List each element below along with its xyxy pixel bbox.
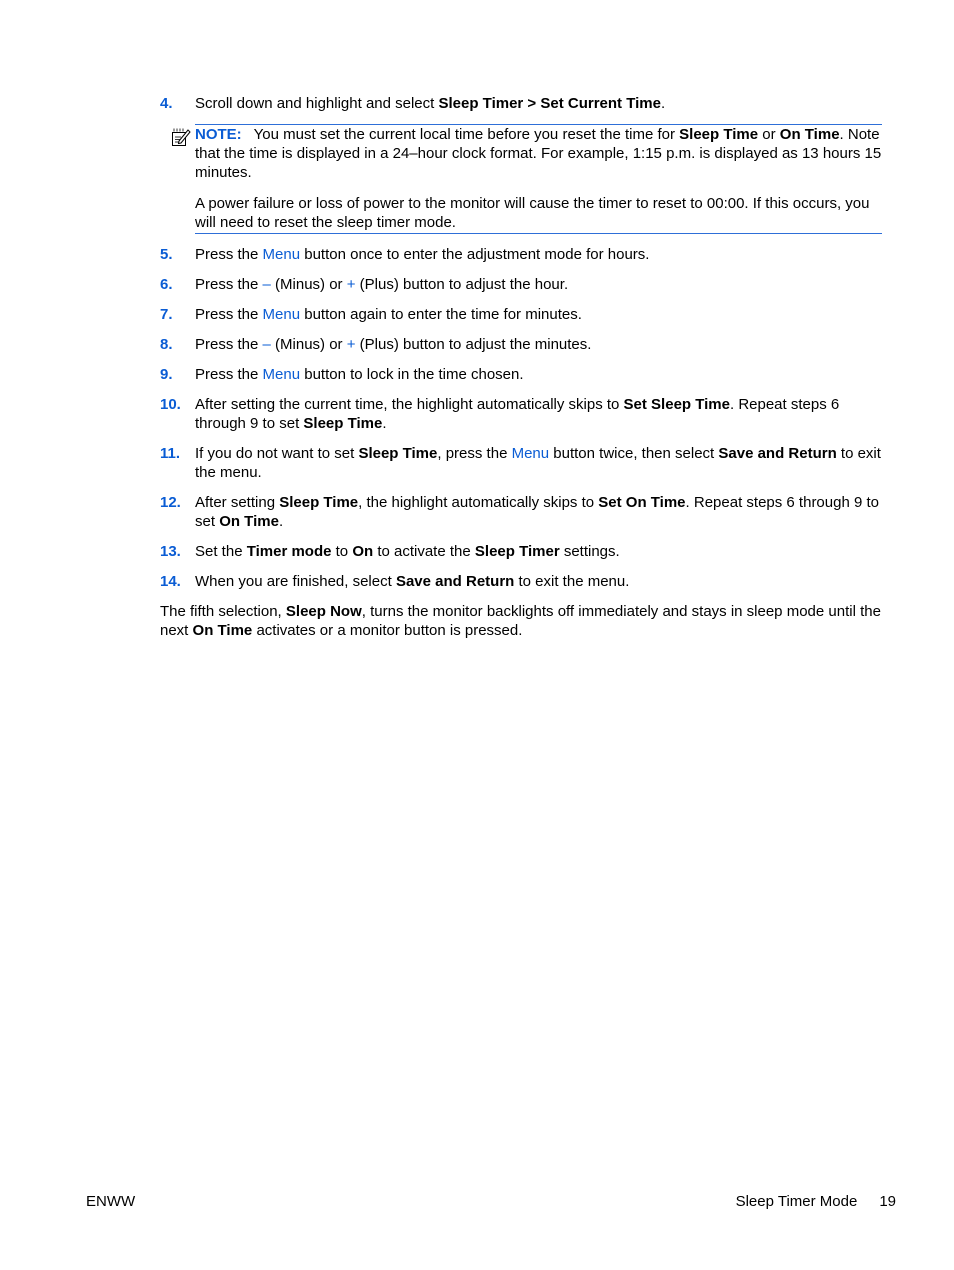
step-item <box>160 94 882 113</box>
bold-term: On <box>352 543 374 560</box>
text-run: , press the <box>437 445 512 462</box>
text-run: (Plus) button to adjust the hour. <box>355 276 569 293</box>
text-run: to <box>331 543 353 560</box>
text-run: . <box>382 415 387 432</box>
footer-section-title: Sleep Timer Mode <box>735 1193 858 1210</box>
step-item <box>160 305 882 324</box>
button-name: + <box>346 336 356 353</box>
step-number: 12. <box>160 494 181 511</box>
footer-right <box>736 1192 896 1211</box>
text-run: A power failure or loss of power to the monitor will cause the timer to reset to 00:00. If this occurs, you will need to reset the sleep timer mode. <box>195 195 870 231</box>
bold-term: Save and Return <box>718 445 837 462</box>
bold-term: On Time <box>219 513 279 530</box>
text-run: Press the <box>195 246 263 263</box>
button-name: Menu <box>262 306 301 323</box>
bold-term: Sleep Time <box>679 126 759 143</box>
step-number: 14. <box>160 573 181 590</box>
text-run: (Plus) button to adjust the minutes. <box>355 336 592 353</box>
bold-term: Sleep Time <box>279 494 359 511</box>
step-text <box>195 445 881 481</box>
step-item <box>160 245 882 264</box>
step-item <box>160 365 882 384</box>
step-item <box>160 335 882 354</box>
text-run: Press the <box>195 306 263 323</box>
text-run: . Repeat steps 6 through 9 to set <box>195 494 879 530</box>
note-pencil-icon <box>171 127 191 147</box>
button-name: Menu <box>511 445 550 462</box>
step-item <box>160 493 882 531</box>
text-run: to activate the <box>373 543 475 560</box>
bold-term: Sleep Time <box>358 445 438 462</box>
text-run: button to lock in the time chosen. <box>300 366 524 383</box>
bold-term: Sleep Now <box>285 603 362 620</box>
button-name: Menu <box>262 246 301 263</box>
note-box <box>195 124 882 234</box>
text-run: (Minus) or <box>270 336 347 353</box>
step-number: 13. <box>160 543 181 560</box>
text-run: After setting the current time, the highlight automatically skips to <box>195 396 624 413</box>
text-run: to exit the menu. <box>514 573 630 590</box>
note-label: NOTE: <box>195 126 242 143</box>
footer-left-label: ENWW <box>86 1193 136 1210</box>
steps-before-note <box>160 94 882 113</box>
step-number: 5. <box>160 246 173 263</box>
button-name: + <box>346 276 356 293</box>
step-number: 11. <box>160 445 181 462</box>
step-item <box>160 542 882 561</box>
step-item <box>160 395 882 433</box>
text-run: . <box>660 95 666 112</box>
step-text <box>195 336 591 353</box>
step-number: 6. <box>160 276 173 293</box>
step-item <box>160 572 882 591</box>
note-paragraph <box>195 194 882 232</box>
text-run: If you do not want to set <box>195 445 359 462</box>
text-run: . Note that the time is displayed in a 24–hour clock format. For example, 1:15 p.m. is displayed as 13 hours 15 minutes. <box>195 126 882 181</box>
text-run: . <box>278 513 284 530</box>
note-paragraph <box>195 125 882 182</box>
step-text <box>195 396 839 432</box>
step-text <box>195 494 879 530</box>
step-text <box>195 276 568 293</box>
text-run: Set the <box>195 543 247 560</box>
text-run: Scroll down and highlight and select <box>195 95 439 112</box>
bold-term: Sleep Timer > Set Current Time <box>438 95 661 112</box>
step-text <box>195 246 649 263</box>
bold-term: Sleep Timer <box>474 543 560 560</box>
bold-term: Set Sleep Time <box>623 396 730 413</box>
steps-list <box>160 245 882 591</box>
step-text <box>195 543 620 560</box>
text-run: (Minus) or <box>270 276 347 293</box>
text-run: Press the <box>195 366 263 383</box>
text-run: , the highlight automatically skips to <box>358 494 599 511</box>
text-run: When you are finished, select <box>195 573 396 590</box>
page-content <box>160 94 882 640</box>
step-number: 9. <box>160 366 173 383</box>
text-run: settings. <box>559 543 620 560</box>
text-run: After setting <box>195 494 280 511</box>
step-item <box>160 275 882 294</box>
button-name: Menu <box>262 366 301 383</box>
step-text <box>195 366 524 383</box>
text-run: button twice, then select <box>549 445 719 462</box>
step-number: 7. <box>160 306 173 323</box>
text-run: to exit the menu. <box>195 445 881 481</box>
button-name: – <box>262 336 271 353</box>
bold-term: On Time <box>779 126 840 143</box>
step-number: 8. <box>160 336 173 353</box>
bold-term: Save and Return <box>395 573 515 590</box>
text-run: . Repeat steps 6 through 9 to set <box>195 396 840 432</box>
button-name: – <box>262 276 271 293</box>
text-run: The fifth selection, <box>160 603 286 620</box>
text-run: , turns the monitor backlights off immediately and stays in sleep mode until the next <box>160 603 881 639</box>
text-run: Press the <box>195 336 263 353</box>
step-number: 4. <box>160 95 173 112</box>
text-run: button again to enter the time for minutes. <box>300 306 582 323</box>
step-number: 10. <box>160 396 181 413</box>
closing-paragraph <box>160 602 882 640</box>
bold-term: Sleep Time <box>303 415 383 432</box>
bold-term: On Time <box>192 622 253 639</box>
text-run: button once to enter the adjustment mode for hours. <box>300 246 650 263</box>
step-item <box>160 444 882 482</box>
text-run: You must set the current local time before you reset the time for <box>253 126 680 143</box>
bold-term: Set On Time <box>598 494 686 511</box>
step-text <box>195 306 582 323</box>
page-number: 19 <box>879 1193 896 1210</box>
text-run: Press the <box>195 276 263 293</box>
step-text <box>195 95 665 112</box>
text-run: or <box>758 126 780 143</box>
text-run: activates or a monitor button is pressed. <box>252 622 523 639</box>
step-text <box>195 573 629 590</box>
bold-term: Timer mode <box>246 543 332 560</box>
